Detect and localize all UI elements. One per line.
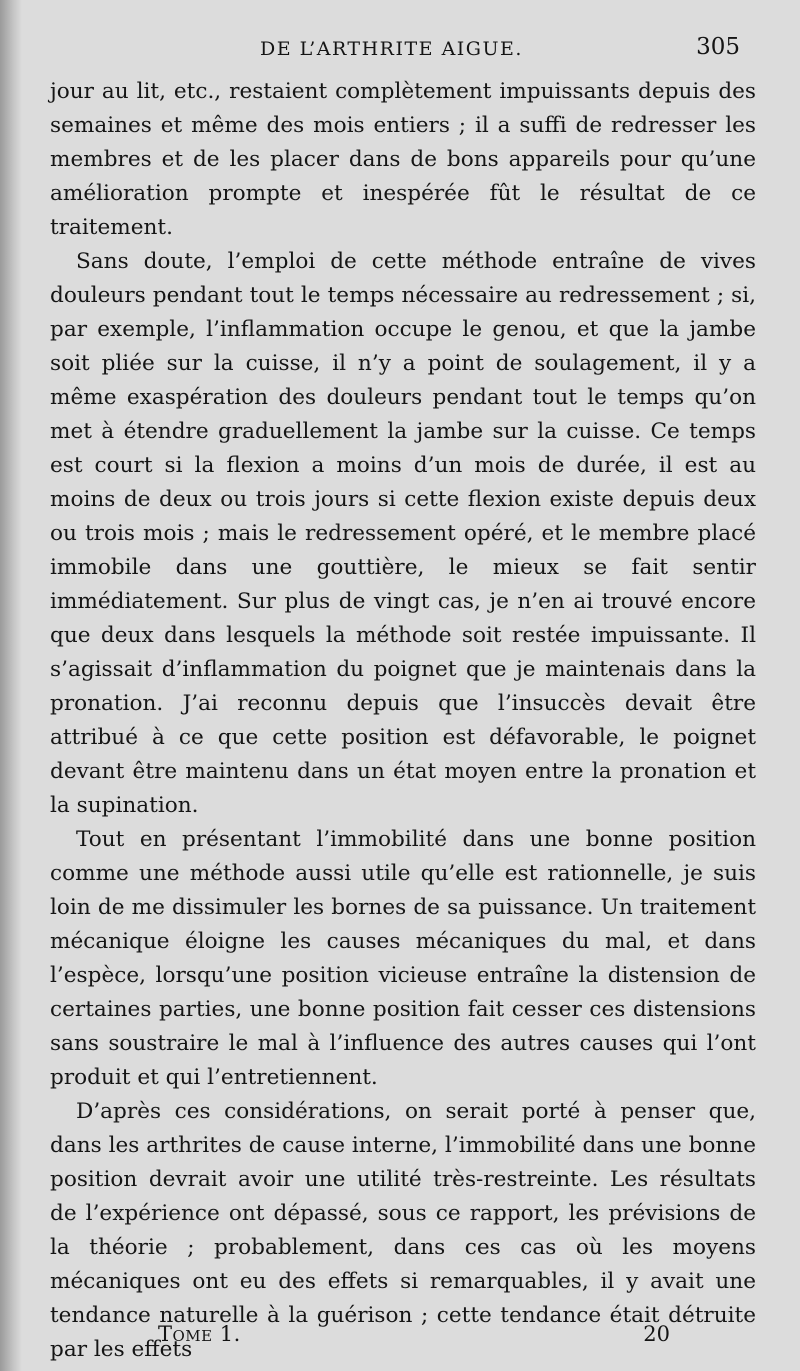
running-title: DE L’ARTHRITE AIGUE. xyxy=(260,38,523,60)
paragraph-continuation: jour au lit, etc., restaient complètement impuissants depuis des semaines et même des mois entiers ; il a suffi de redresser les membres et de les placer dans de bons appareils pour qu’une amélioration prompte et inespérée fût le résultat de ce traitement. xyxy=(50,79,756,240)
page-footer xyxy=(158,1322,670,1356)
paragraph: D’après ces considérations, on serait porté à penser que, dans les arthrites de cause interne, l’immobilité dans une bonne position devrait avoir une utilité très-restreinte. Les résultats de l’expérience ont dépassé, sous ce rapport, les prévisions de la théorie ; probablement, dans ces cas où les moyens mécaniques ont eu des effets si remarquables, il y avait une tendance naturelle à la guérison ; cette tendance était détruite par les effets xyxy=(50,1099,756,1362)
page-number: 305 xyxy=(696,34,740,60)
body-text xyxy=(50,75,756,1367)
volume-signature: Tome 1. xyxy=(158,1322,241,1346)
paragraph: Sans doute, l’emploi de cette méthode entraîne de vives douleurs pendant tout le temps nécessaire au redressement ; si, par exemple, l’inflammation occupe le genou, et que la jambe soit pliée sur la cuisse, il n’y a point de soulagement, il y a même exaspération des douleurs pendant tout le temps qu’on met à étendre graduellement la jambe sur la cuisse. Ce temps est court si la flexion a moins d’un mois de durée, il est au moins de deux ou trois jours si cette flexion existe depuis deux ou trois mois ; mais le redressement opéré, et le membre placé immobile dans une gouttière, le mieux se fait sentir immédiatement. Sur plus de vingt cas, je n’en ai trouvé encore que deux dans lesquels la méthode soit restée impuissante. Il s’agissait d’inflammation du poignet que je maintenais dans la pronation. J’ai reconnu depuis que l’insuccès devait être attribué à ce que cette position est défavorable, le poignet devant être maintenu dans un état moyen entre la pronation et la supination. xyxy=(50,249,756,818)
running-head xyxy=(50,34,740,64)
sheet-number: 20 xyxy=(643,1322,670,1346)
paragraph: Tout en présentant l’immobilité dans une bonne position comme une méthode aussi utile qu’elle est rationnelle, je suis loin de me dissimuler les bornes de sa puissance. Un traitement mécanique éloigne les causes mécaniques du mal, et dans l’espèce, lorsqu’une position vicieuse entraîne la distension de certaines parties, une bonne position fait cesser ces distensions sans soustraire le mal à l’influence des autres causes qui l’ont produit et qui l’entretiennent. xyxy=(50,827,756,1090)
